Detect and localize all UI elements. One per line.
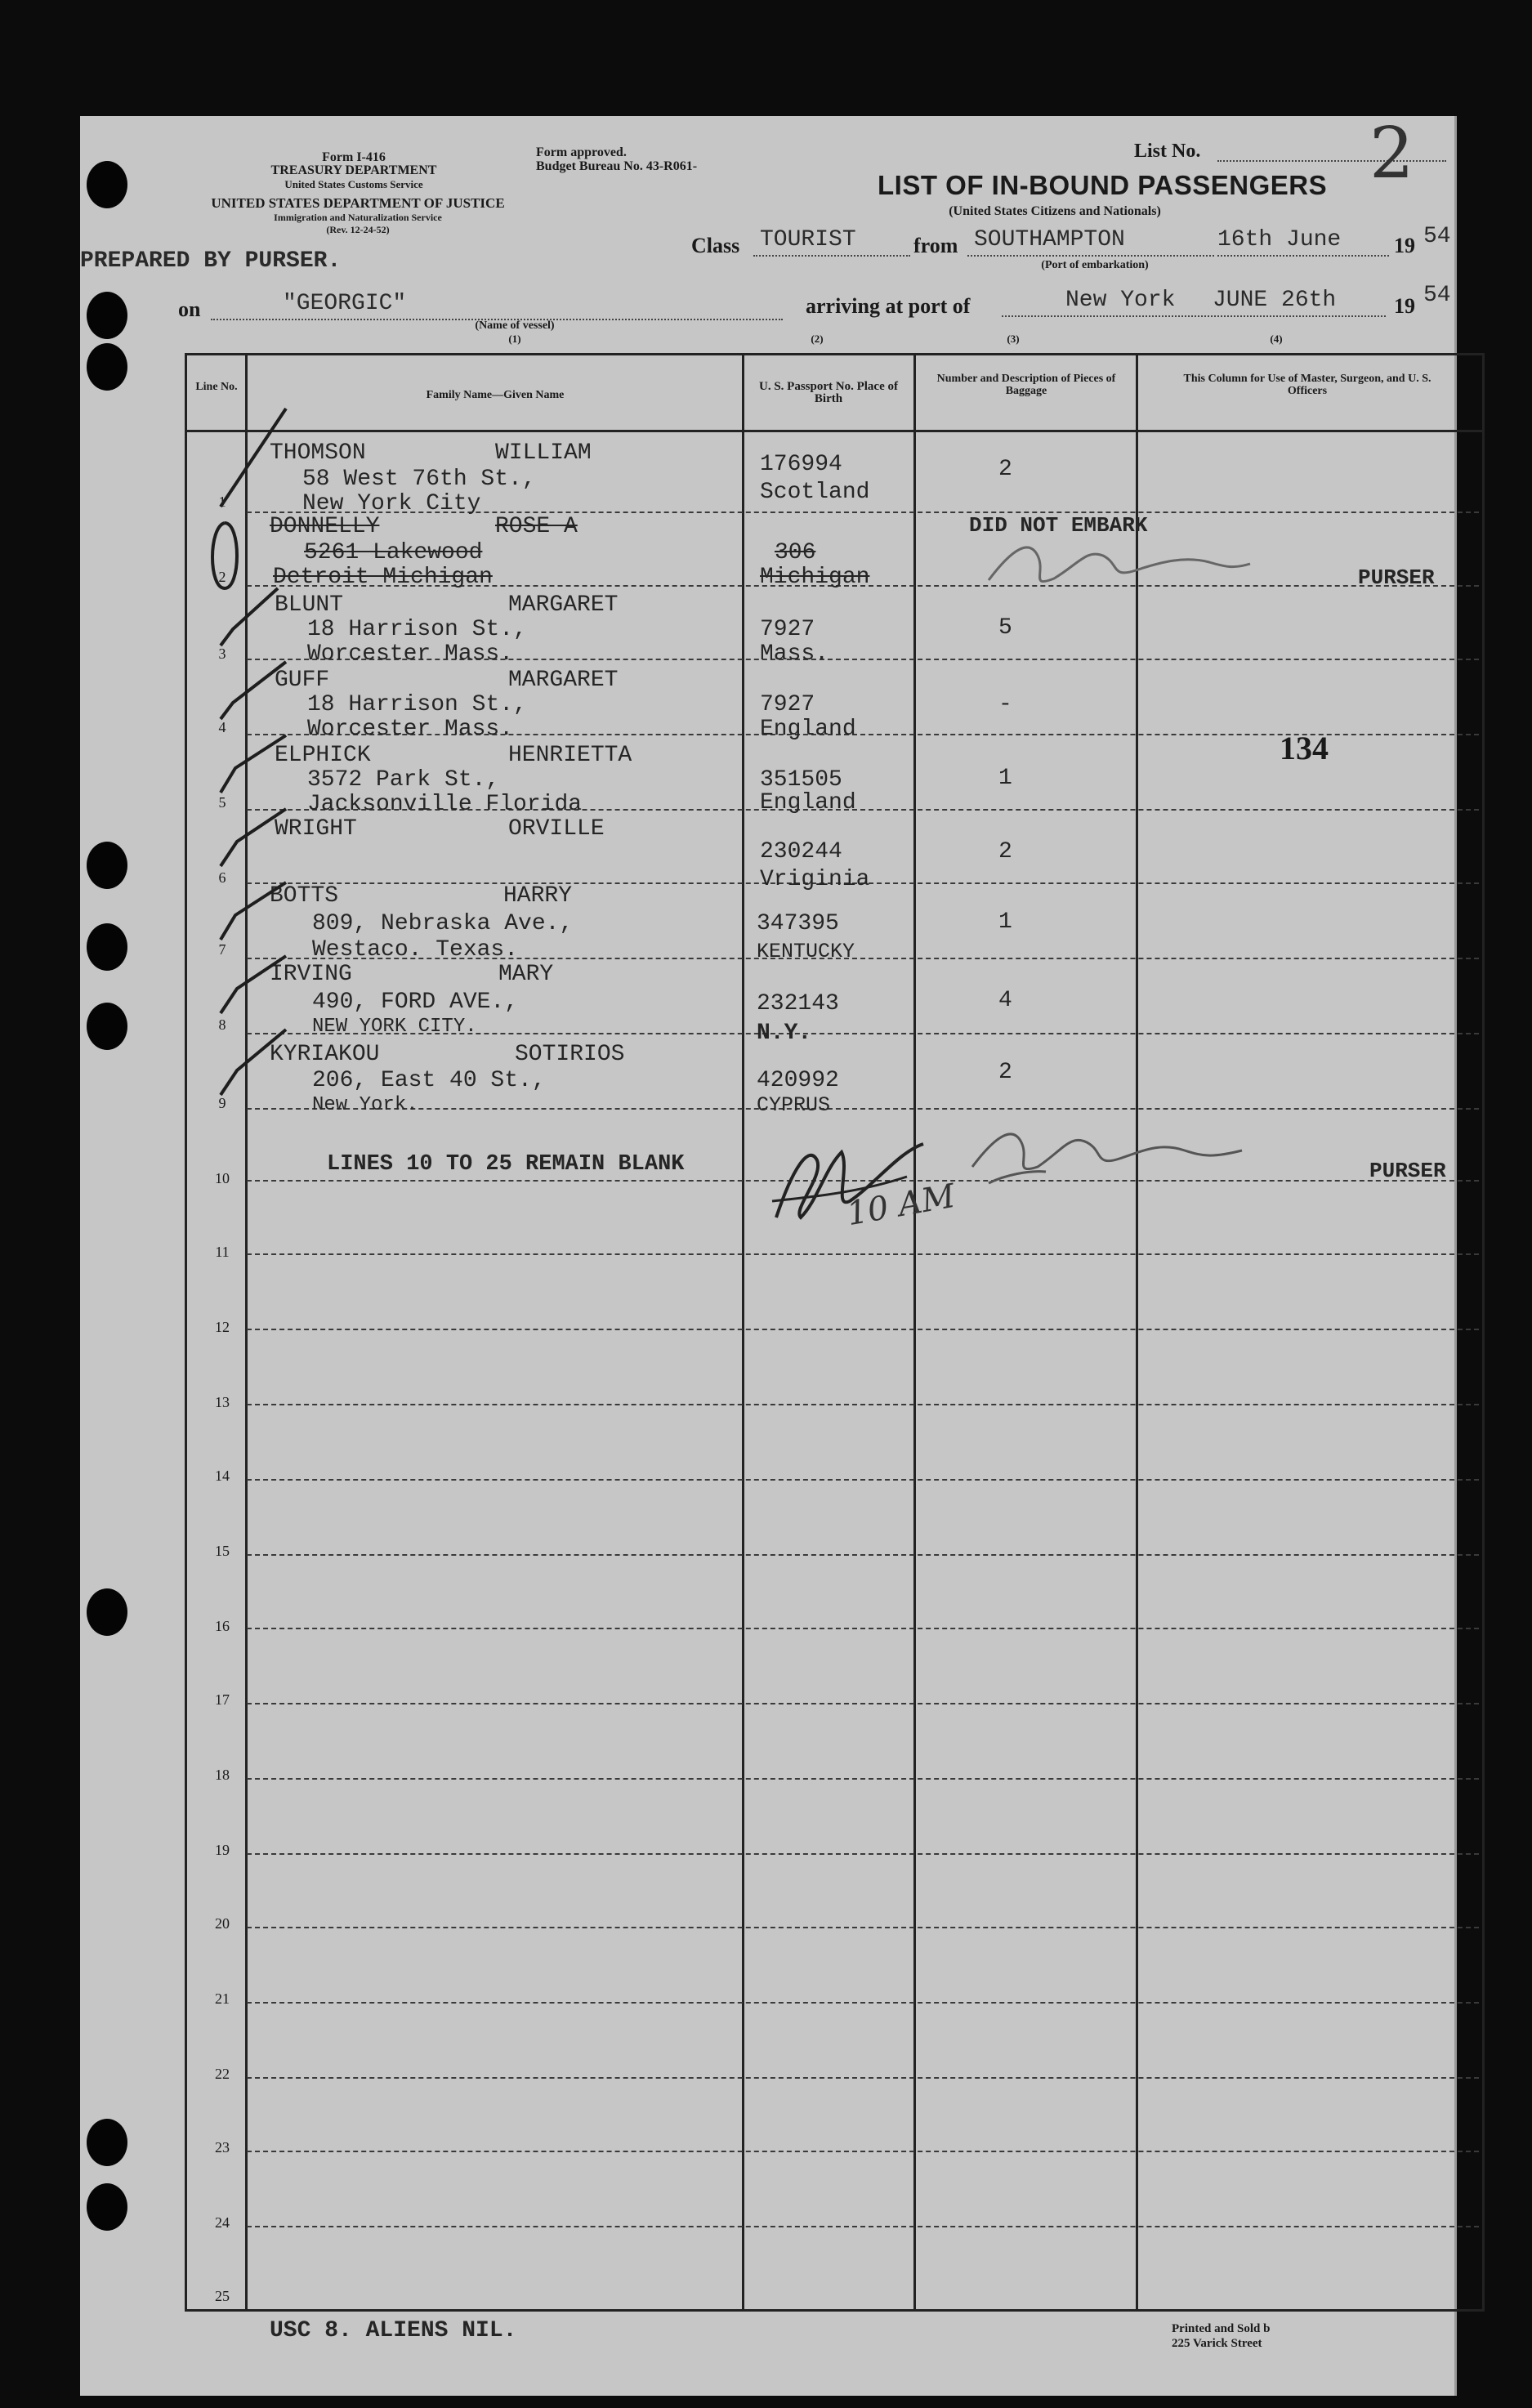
col-header-baggage: Number and Description of Pieces of Baggage <box>936 373 1116 397</box>
revision-date: (Rev. 12-24-52) <box>326 224 390 235</box>
address-line-2: Worcester Mass. <box>307 717 514 742</box>
line-number: 17 <box>215 1691 230 1708</box>
port-embark-caption: (Port of embarkation) <box>1041 259 1149 271</box>
class-line <box>753 255 910 257</box>
row-divider <box>247 2077 1479 2079</box>
line-number: 21 <box>215 1990 230 2007</box>
check-mark <box>221 662 286 719</box>
dept-justice: UNITED STATES DEPARTMENT OF JUSTICE <box>211 195 505 211</box>
address-line-2: New York. <box>312 1094 418 1116</box>
col-header-line-no: Line No. <box>195 381 238 393</box>
line-number: 10 <box>215 1170 230 1186</box>
col-header-officers: This Column for Use of Master, Surgeon, and U. S. Officers <box>1183 373 1432 397</box>
family-name: WRIGHT <box>275 816 357 842</box>
check-mark <box>221 409 286 507</box>
form-approved: Form approved. <box>536 145 627 159</box>
line-number: 1 <box>218 494 226 510</box>
line-number: 7 <box>218 941 226 958</box>
year-suffix-arrival: 54 <box>1423 283 1451 308</box>
passport-no: 176994 <box>760 452 842 477</box>
baggage-count: 4 <box>998 988 1012 1013</box>
birthplace: Scotland <box>760 480 870 505</box>
line-number: 2 <box>218 569 226 585</box>
given-name: WILLIAM <box>495 440 592 466</box>
baggage-count: 2 <box>998 1060 1012 1085</box>
check-marks <box>188 384 351 1119</box>
vessel-caption: (Name of vessel) <box>475 319 555 332</box>
address-line-1: 18 Harrison St., <box>307 617 527 642</box>
from-value: SOUTHAMPTON <box>974 227 1125 252</box>
given-name: HENRIETTA <box>508 743 632 768</box>
col-num-2: (2) <box>811 333 824 345</box>
col-header-name: Family Name—Given Name <box>426 389 565 401</box>
row-divider <box>247 1404 1479 1405</box>
line-number: 12 <box>215 1319 230 1335</box>
line-number: 24 <box>215 2214 230 2231</box>
class-label: Class <box>691 234 740 257</box>
given-name: MARGARET <box>508 668 619 693</box>
passport-no: 230244 <box>760 839 842 864</box>
row-divider <box>247 1554 1479 1556</box>
passport-no: 7927 <box>760 692 815 717</box>
arriving-label: arriving at port of <box>806 294 971 318</box>
signature-purser <box>964 1118 1258 1191</box>
binder-hole <box>87 2183 127 2231</box>
line-number: 20 <box>215 1915 230 1932</box>
signature-time: 10 AM <box>844 1177 958 1234</box>
binder-hole <box>87 1588 127 1636</box>
table-top-border <box>185 353 1484 355</box>
birthplace: England <box>760 717 856 742</box>
col-divider-name <box>742 353 744 2312</box>
passport-no: 347395 <box>757 911 839 936</box>
row-divider <box>247 1108 1479 1110</box>
binder-hole <box>87 842 127 889</box>
arrival-date: JUNE 26th <box>1213 288 1337 313</box>
passport-no: 7927 <box>760 617 815 642</box>
row-divider <box>247 2226 1479 2227</box>
year-suffix-embark: 54 <box>1423 224 1451 249</box>
purser-label-bottom: PURSER <box>1369 1159 1446 1183</box>
line-number: 22 <box>215 2066 230 2082</box>
line-number: 16 <box>215 1618 230 1634</box>
line-number: 6 <box>218 869 226 886</box>
table-right-border <box>1482 353 1485 2312</box>
line-number: 15 <box>215 1543 230 1559</box>
birthplace: Vriginia <box>760 867 870 892</box>
binder-hole <box>87 1003 127 1050</box>
baggage-count: 2 <box>998 457 1012 482</box>
address-line-2: Worcester Mass. <box>307 641 514 667</box>
binder-hole <box>87 923 127 971</box>
check-mark <box>221 735 286 793</box>
passport-no: 232143 <box>757 991 839 1016</box>
year-prefix-arrival: 19 <box>1394 294 1415 318</box>
officer-note: 134 <box>1280 730 1329 766</box>
row-divider <box>247 1927 1479 1928</box>
given-name: HARRY <box>503 883 573 909</box>
col-header-passport: U. S. Passport No. Place of Birth <box>759 380 898 405</box>
family-name: BOTTS <box>270 883 339 909</box>
arrival-port: New York <box>1065 288 1176 313</box>
list-no-value: 2 <box>1369 113 1414 194</box>
baggage-status: DID NOT EMBARK <box>969 513 1148 538</box>
line-number: 14 <box>215 1468 230 1484</box>
address-line-1: 58 West 76th St., <box>302 467 536 492</box>
signature-purser-row2 <box>980 531 1258 596</box>
table-left-border <box>185 353 187 2312</box>
footer-printer-2: 225 Varick Street <box>1172 2337 1262 2350</box>
line-number: 18 <box>215 1767 230 1783</box>
address-line-1: 18 Harrison St., <box>307 692 527 717</box>
birthplace: KENTUCKY <box>757 940 855 963</box>
class-value: TOURIST <box>760 227 856 252</box>
customs-service: United States Customs Service <box>284 178 423 190</box>
ins-service: Immigration and Naturalization Service <box>274 212 442 223</box>
row-divider <box>247 1628 1479 1629</box>
given-name: MARGARET <box>508 592 619 618</box>
footer-printer-1: Printed and Sold b <box>1172 2322 1271 2335</box>
blank-lines-note: LINES 10 TO 25 REMAIN BLANK <box>327 1152 685 1177</box>
line-number: 23 <box>215 2139 230 2156</box>
col-divider-passport <box>913 353 916 2312</box>
check-mark <box>221 588 278 646</box>
row-divider <box>247 1778 1479 1780</box>
address-line-1: 5261 Lakewood <box>304 540 483 565</box>
given-name: SOTIRIOS <box>515 1042 625 1067</box>
line-number: 8 <box>218 1016 226 1033</box>
address-line-1: 809, Nebraska Ave., <box>312 911 574 936</box>
from-line <box>967 255 1214 257</box>
binder-hole <box>87 161 127 208</box>
address-line-2: New York City <box>302 491 481 516</box>
row-divider <box>247 1479 1479 1481</box>
check-mark <box>221 882 286 940</box>
baggage-count: 2 <box>998 839 1012 864</box>
purser-label: PURSER <box>1358 565 1435 590</box>
row-divider <box>247 1703 1479 1704</box>
prepared-by: PREPARED BY PURSER. <box>80 248 342 274</box>
baggage-count: - <box>998 692 1012 717</box>
line-number: 19 <box>215 1842 230 1858</box>
baggage-count: 5 <box>998 615 1012 641</box>
on-label: on <box>178 297 201 321</box>
form-id: Form I-416 <box>322 150 386 164</box>
list-no-label: List No. <box>1134 141 1201 162</box>
col-num-3: (3) <box>1007 333 1020 345</box>
birthplace: Mass. <box>760 641 829 667</box>
family-name: GUFF <box>275 668 330 693</box>
row-divider <box>247 1329 1479 1330</box>
birthplace: N.Y. <box>757 1021 812 1046</box>
from-label: from <box>913 234 958 257</box>
table-header-border <box>185 430 1484 432</box>
line-number: 5 <box>218 794 226 811</box>
birthplace: CYPRUS <box>757 1093 831 1117</box>
address-line-2: NEW YORK CITY. <box>312 1016 477 1038</box>
address-line-2: Detroit Michigan <box>273 565 493 590</box>
line-number: 25 <box>215 2288 230 2304</box>
binder-hole <box>87 343 127 391</box>
address-line-1: 3572 Park St., <box>307 767 500 793</box>
col-num-1: (1) <box>508 333 521 345</box>
line-number: 11 <box>215 1244 230 1260</box>
passport-no: 351505 <box>760 767 842 793</box>
given-name: ROSE A <box>495 514 578 539</box>
family-name: ELPHICK <box>275 743 371 768</box>
binder-hole <box>87 2119 127 2166</box>
family-name: IRVING <box>270 962 352 987</box>
form-title: LIST OF IN-BOUND PASSENGERS <box>878 170 1328 200</box>
row-divider <box>247 1853 1479 1855</box>
birthplace: Michigan <box>760 565 870 590</box>
check-mark <box>221 1030 286 1095</box>
line-number: 9 <box>218 1095 226 1111</box>
line-number: 13 <box>215 1394 230 1410</box>
baggage-count: 1 <box>998 766 1012 791</box>
row-divider <box>247 2002 1479 2004</box>
year-prefix-embark: 19 <box>1394 234 1415 257</box>
budget-bureau: Budget Bureau No. 43-R061- <box>536 159 698 173</box>
arrival-line <box>1002 315 1386 317</box>
family-name: DONNELLY <box>270 514 380 539</box>
family-name: KYRIAKOU <box>270 1042 380 1067</box>
baggage-count: 1 <box>998 909 1012 935</box>
check-mark <box>221 956 286 1013</box>
address-line-1: 206, East 40 St., <box>312 1068 546 1093</box>
passport-no: 306 <box>775 540 816 565</box>
date-embark-line <box>1217 255 1389 257</box>
family-name: BLUNT <box>275 592 344 618</box>
passport-no: 420992 <box>757 1068 839 1093</box>
form-subtitle: (United States Citizens and Nationals) <box>949 204 1161 218</box>
date-embark: 16th June <box>1217 227 1342 252</box>
circle-mark <box>212 523 237 588</box>
binder-hole <box>87 292 127 339</box>
table-bottom-border <box>185 2309 1484 2312</box>
family-name: THOMSON <box>270 440 366 466</box>
address-line-2: Westaco. Texas. <box>312 937 519 963</box>
col-divider-baggage <box>1136 353 1138 2312</box>
vessel-value: "GEORGIC" <box>283 291 407 316</box>
footer-aliens-note: USC 8. ALIENS NIL. <box>270 2318 517 2343</box>
dept-name: TREASURY DEPARTMENT <box>270 163 437 177</box>
line-number: 4 <box>218 719 226 735</box>
row-divider <box>247 2151 1479 2152</box>
check-mark <box>221 809 286 866</box>
row-divider <box>247 1253 1479 1255</box>
given-name: ORVILLE <box>508 816 605 842</box>
address-line-2: Jacksonville Florida <box>307 792 583 817</box>
given-name: MARY <box>498 962 554 987</box>
birthplace: England <box>760 790 856 815</box>
line-number: 3 <box>218 646 226 662</box>
col-num-4: (4) <box>1270 333 1283 345</box>
address-line-1: 490, FORD AVE., <box>312 990 519 1015</box>
